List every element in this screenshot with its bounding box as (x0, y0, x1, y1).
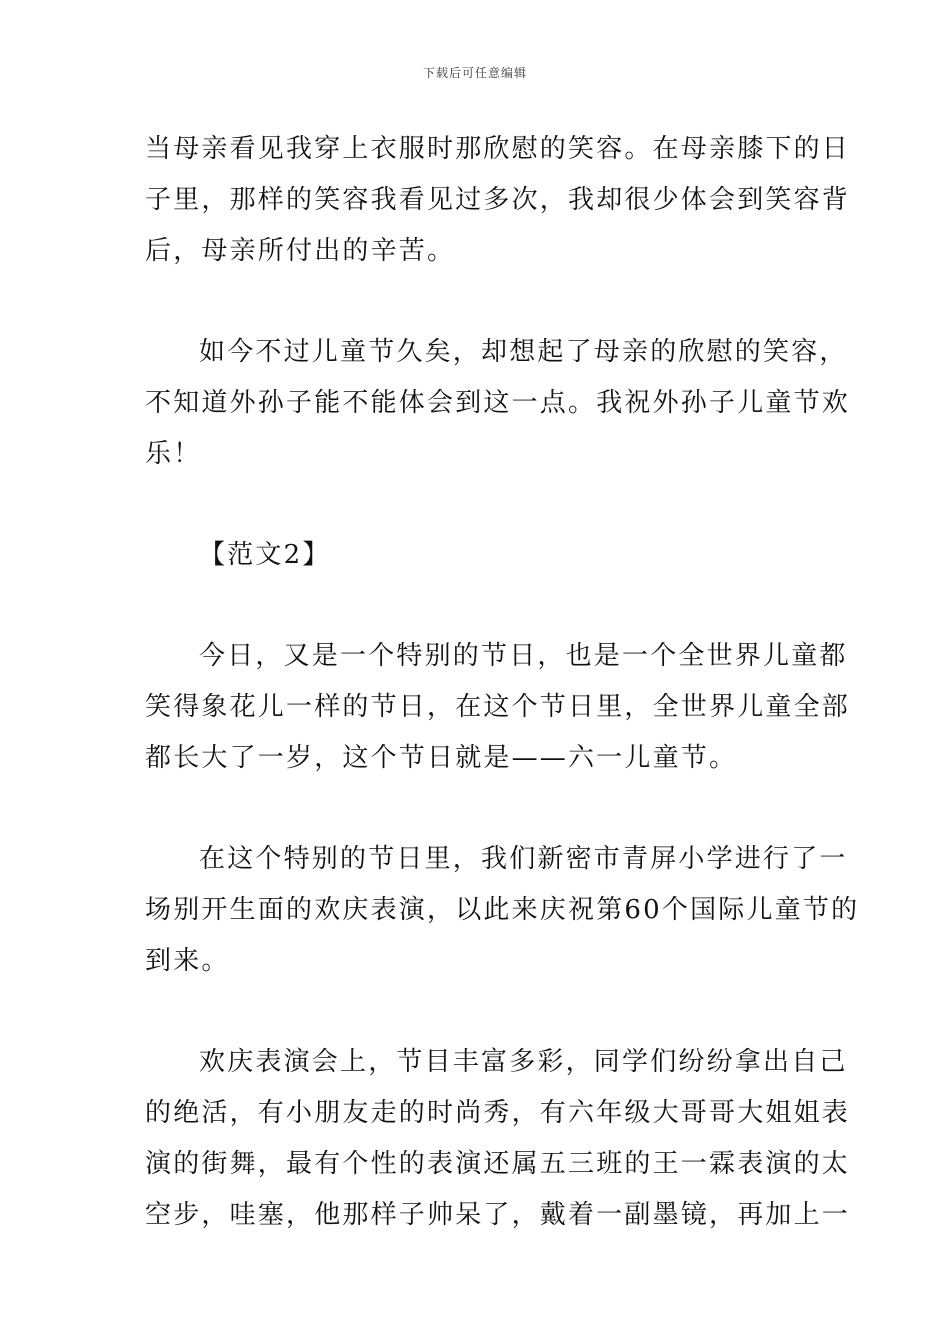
paragraph-line: 欢庆表演会上，节目丰富多彩，同学们纷纷拿出自己 (199, 1047, 848, 1077)
paragraph-line: 演的街舞，最有个性的表演还属五三班的王一霖表演的太 (145, 1149, 851, 1179)
paragraph-4 (145, 834, 860, 987)
paragraph-line: 今日，又是一个特别的节日，也是一个全世界儿童都 (199, 641, 848, 671)
paragraph-line: 都长大了一岁，这个节日就是——六一儿童节。 (145, 743, 738, 773)
paragraph-3 (145, 631, 851, 784)
paragraph-line: 乐！ (145, 439, 202, 469)
document-body (145, 124, 860, 1291)
paragraph-line: 空步，哇塞，他那样子帅呆了，戴着一副墨镜，再加上一 (145, 1200, 851, 1230)
page-header: 下载后可任意编辑 (422, 66, 527, 80)
paragraph-line: 场别开生面的欢庆表演，以此来庆祝第60个国际儿童节的 (145, 895, 860, 925)
paragraph-line: 后，母亲所付出的辛苦。 (145, 236, 456, 266)
paragraph-line: 当母亲看见我穿上衣服时那欣慰的笑容。在母亲膝下的日 (145, 134, 851, 164)
section-heading (145, 530, 809, 581)
paragraph-line: 到来。 (145, 946, 230, 976)
paragraph-line: 子里，那样的笑容我看见过多次，我却很少体会到笑容背 (145, 185, 851, 215)
paragraph-line: 的绝活，有小朋友走的时尚秀，有六年级大哥哥大姐姐表 (145, 1098, 851, 1128)
paragraph-line: 不知道外孙子能不能体会到这一点。我祝外孙子儿童节欢 (145, 388, 851, 418)
paragraph-2 (145, 327, 851, 480)
paragraph-line: 如今不过儿童节久矣，却想起了母亲的欣慰的笑容， (199, 337, 848, 367)
paragraph-1 (145, 124, 851, 277)
paragraph-line: 在这个特别的节日里，我们新密市青屏小学进行了一 (199, 844, 848, 874)
paragraph-5 (145, 1037, 851, 1241)
section-heading-text: 【范文2】 (199, 540, 331, 570)
paragraph-line: 笑得象花儿一样的节日，在这个节日里，全世界儿童全部 (145, 692, 851, 722)
